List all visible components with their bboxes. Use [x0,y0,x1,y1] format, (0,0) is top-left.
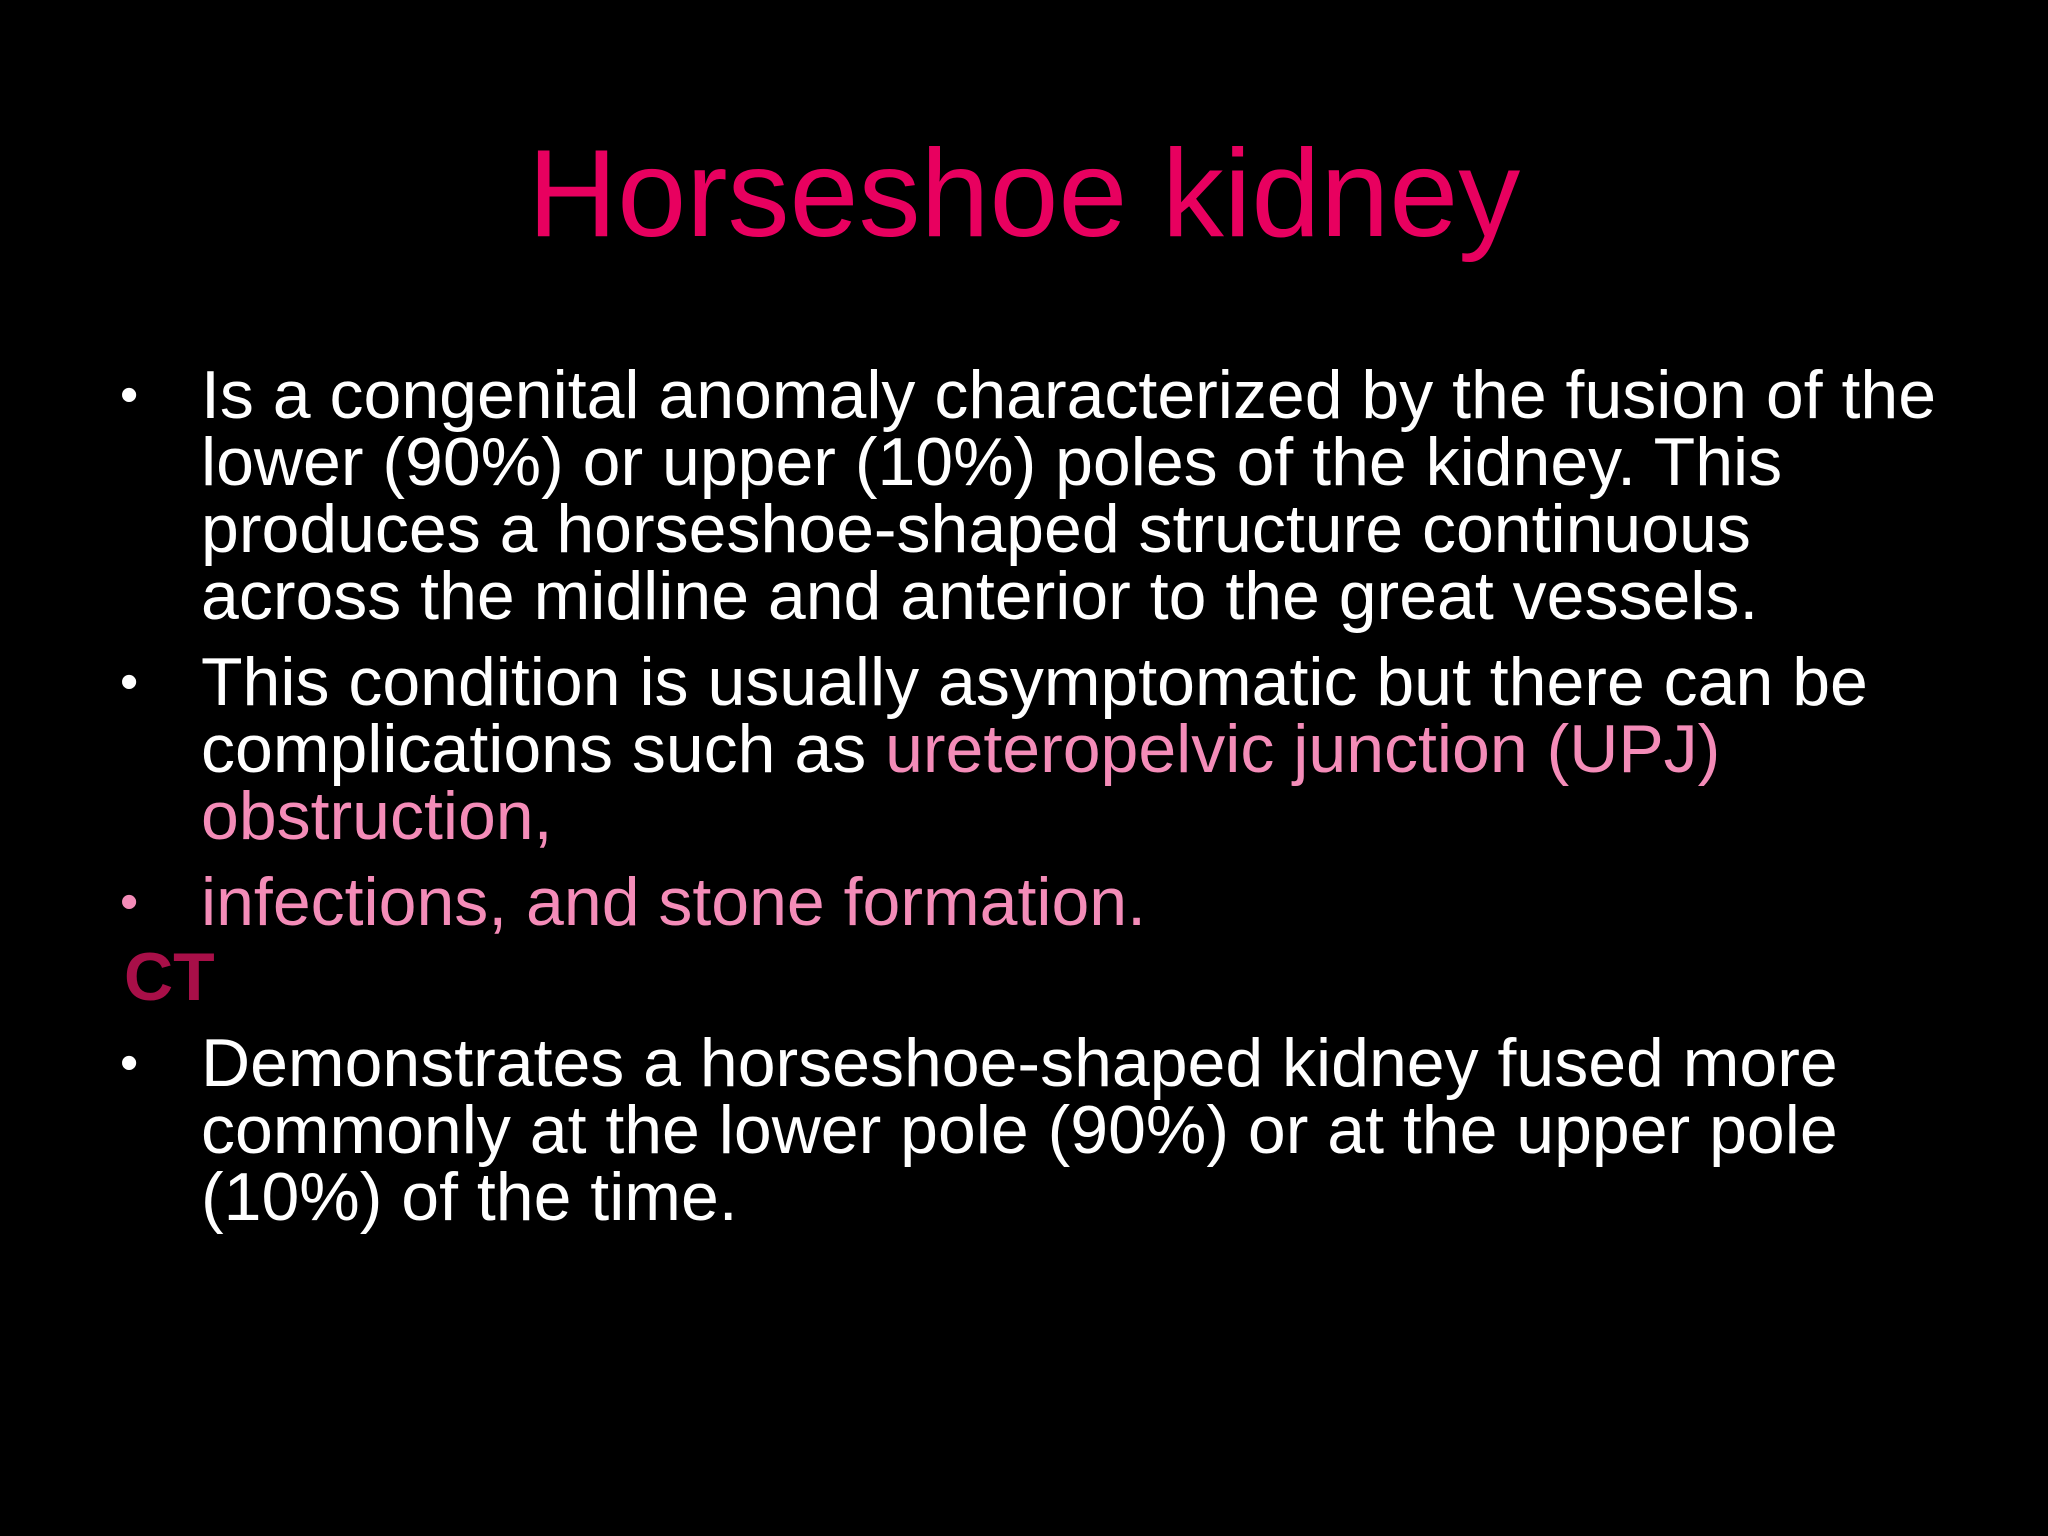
bullet-item [120,864,1940,940]
bullet-highlight-text: infections, and stone formation. [201,864,1146,940]
bullet-text: Demonstrates a horseshoe-shaped kidney fused more commonly at the lower pole (90%) or at the upper pole (10%) of the time. [201,1025,1838,1235]
bullet-item [120,357,1940,634]
bullet-text: Is a congenital anomaly characterized by the fusion of the lower (90%) or upper (10%) poles of the kidney. This produces a horseshoe-shaped structure continuous across the midline and anterior to the great vessels. [201,357,1937,634]
section-heading: CT [124,939,215,1015]
bullet-dot-icon: • [120,653,139,711]
bullet-dot-icon: • [120,1034,139,1092]
bullet-item [120,644,1940,854]
bullet-highlight-text: ureteropelvic junction (UPJ) obstruction, [201,711,1721,854]
slide-title: Horseshoe kidney [527,125,1521,263]
bullet-dot-icon: • [120,873,139,931]
bullet-item [120,1025,1940,1235]
bullet-dot-icon: • [120,366,139,424]
slide-body [120,357,1940,1235]
bullet-text: This condition is usually asymptomatic but there can be complications such as [201,644,1868,787]
